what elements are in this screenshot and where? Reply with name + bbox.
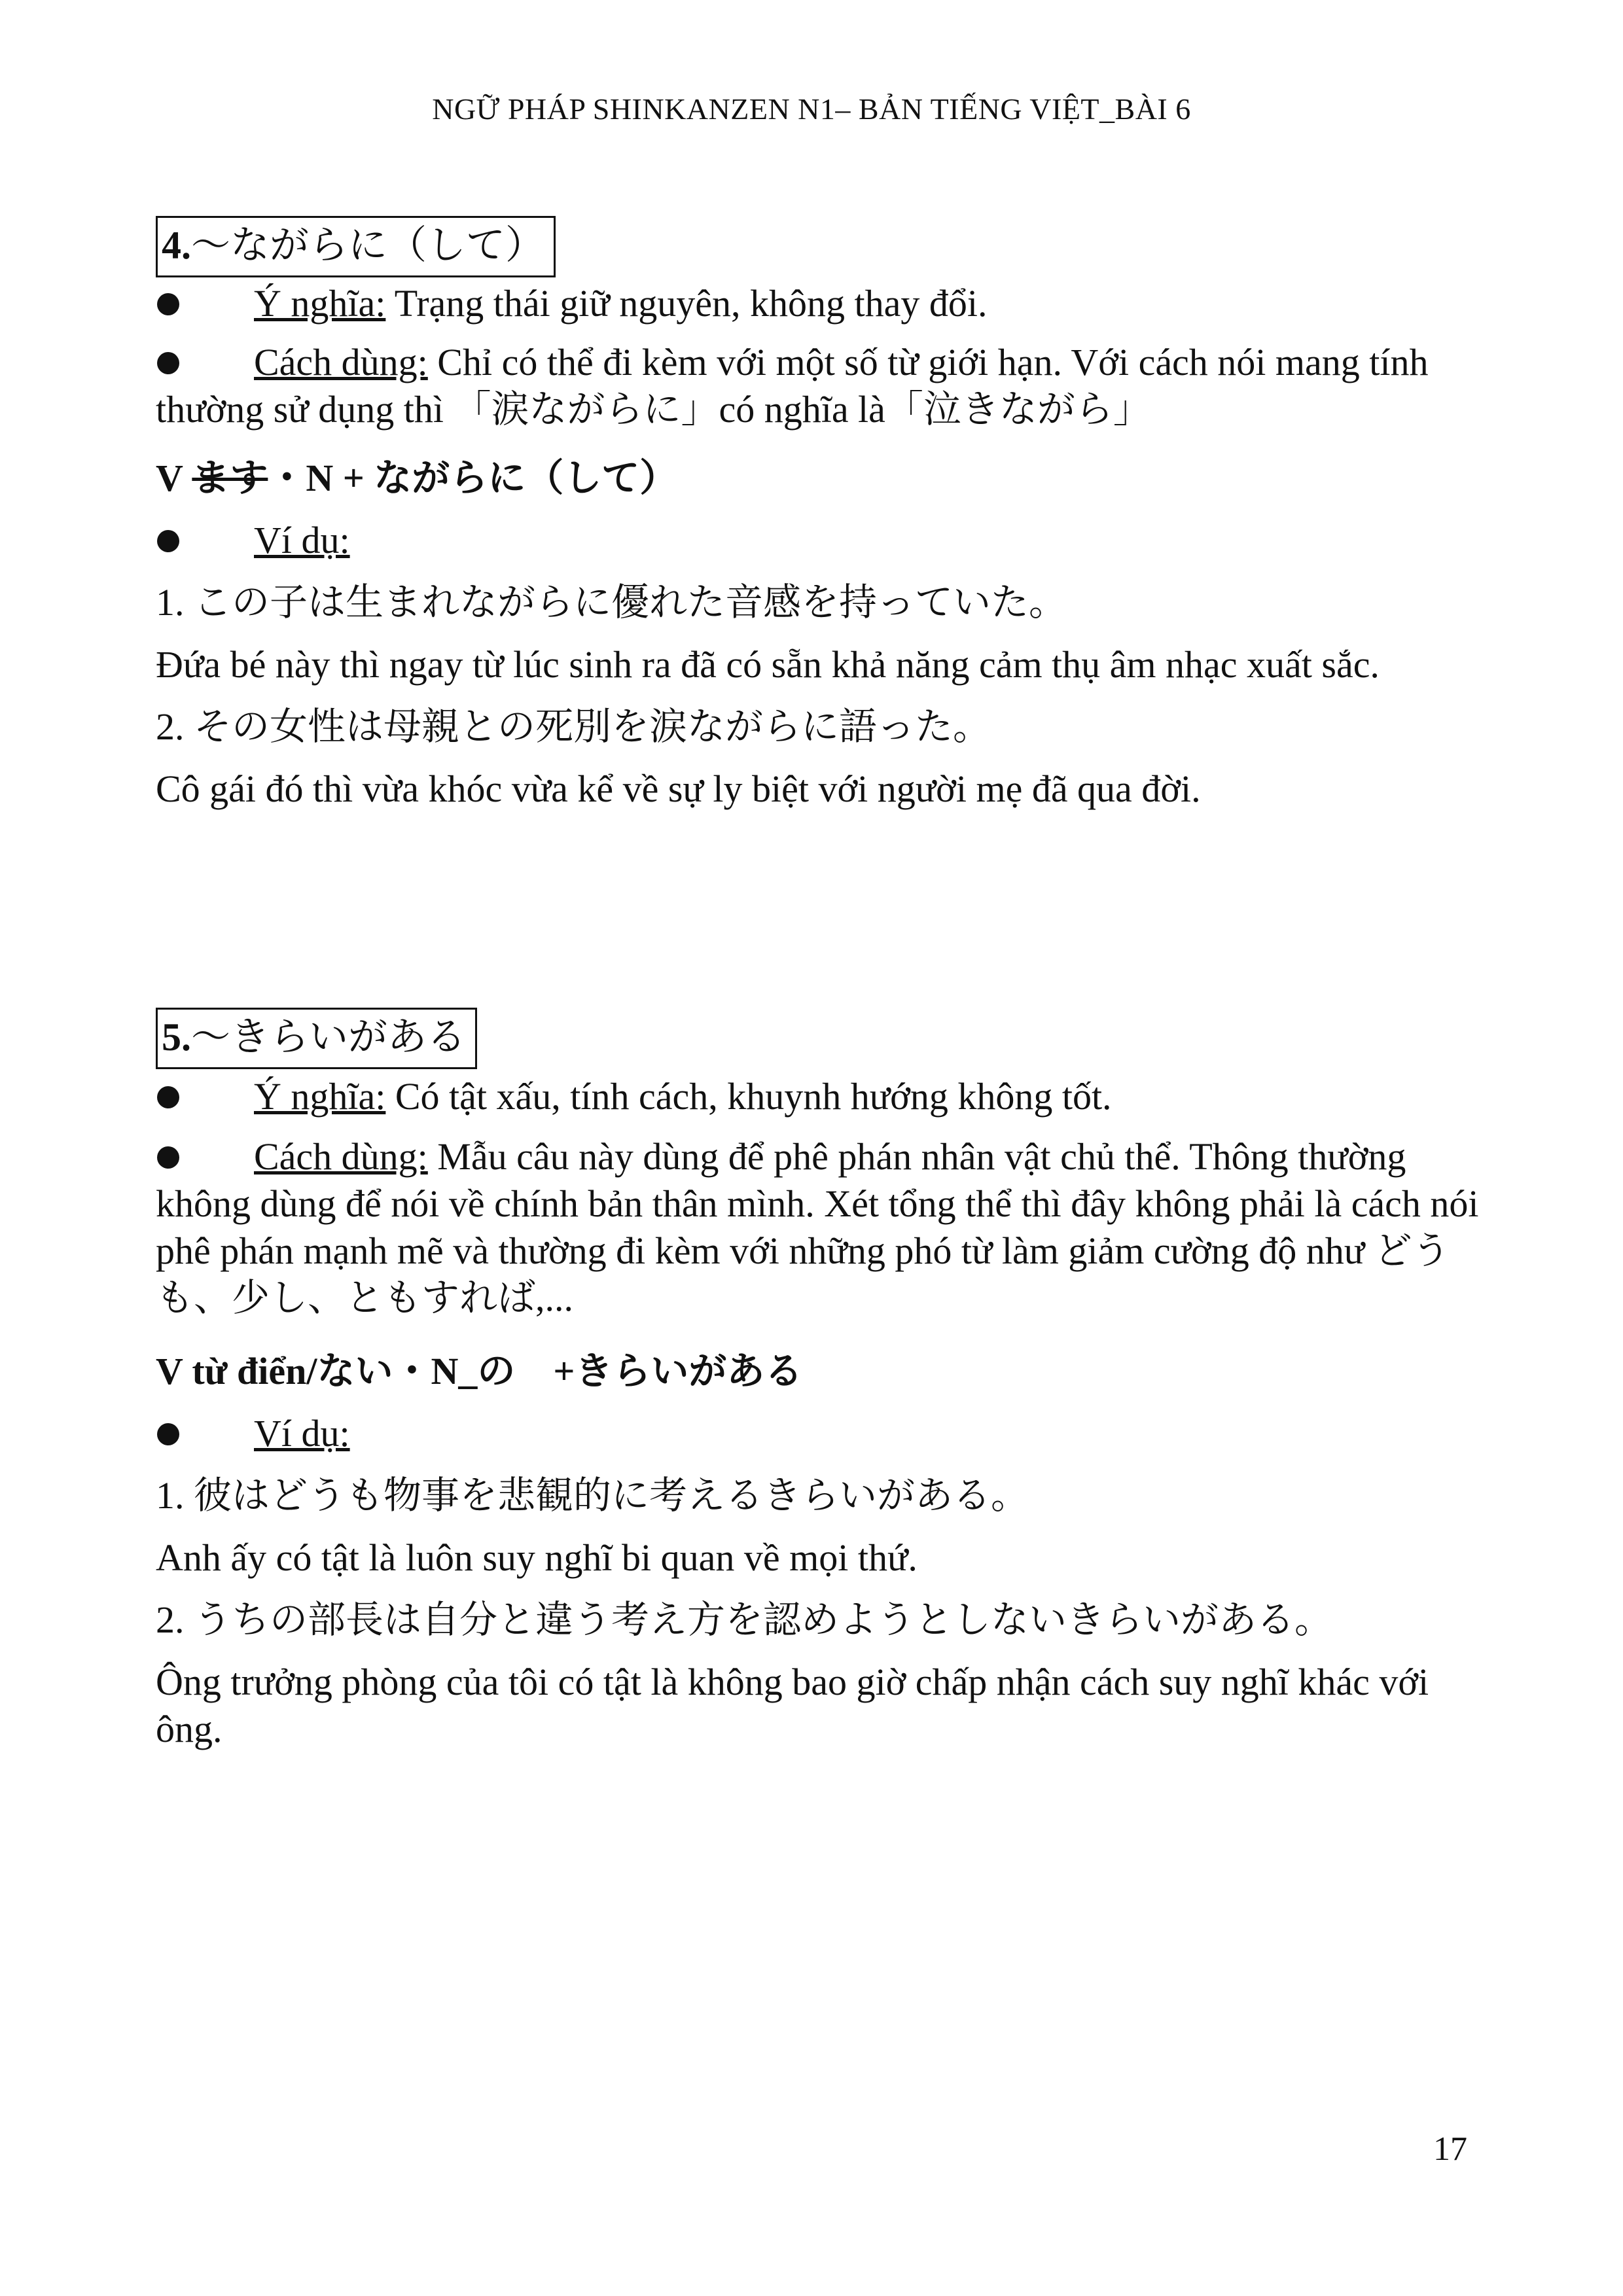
section-4-title bbox=[156, 216, 556, 277]
section-5-title bbox=[156, 1008, 477, 1069]
bullet-icon bbox=[157, 1086, 179, 1108]
bullet-icon bbox=[157, 1423, 179, 1445]
structure-suffix: ・N + ながらに（して） bbox=[268, 457, 678, 499]
meaning-text: Trạng thái giữ nguyên, không thay đổi. bbox=[385, 282, 988, 325]
section-number: 4. bbox=[162, 224, 191, 267]
structure-prefix: V bbox=[156, 457, 192, 499]
bullet-icon bbox=[157, 293, 179, 315]
example-vi: Cô gái đó thì vừa khóc vừa kể về sự ly biệt với người mẹ đã qua đời. bbox=[156, 768, 1201, 810]
structure-formula bbox=[156, 455, 1484, 502]
example-label: Ví dụ: bbox=[254, 519, 350, 561]
usage-text: Mẫu câu này dùng để phê phán nhân vật chủ thể. Thông thường không dùng để nói về chính bản thân mình. Xét tổng thể thì đây không phải là cách nói phê phán mạnh mẽ và thường đi kèm với những phó từ làm giảm cường độ như どうも、少し、ともすれば,... bbox=[156, 1135, 1479, 1319]
example-vi: Ông trưởng phòng của tôi có tật là không bao giờ chấp nhận cách suy nghĩ khác với ông. bbox=[156, 1661, 1429, 1750]
section-number: 5. bbox=[162, 1016, 191, 1059]
structure-struck: ます bbox=[192, 457, 268, 499]
example-vi: Anh ấy có tật là luôn suy nghĩ bi quan về mọi thứ. bbox=[156, 1536, 918, 1579]
example-heading bbox=[254, 517, 350, 564]
structure-formula: V từ điển/ない・N_の +きらいがある bbox=[156, 1350, 803, 1392]
section-heading: 〜ながらに（して） bbox=[191, 224, 544, 267]
meaning-line bbox=[254, 280, 988, 327]
usage-paragraph bbox=[156, 1133, 1484, 1322]
meaning-label: Ý nghĩa: bbox=[254, 1075, 386, 1118]
section-heading: 〜きらいがある bbox=[191, 1016, 466, 1059]
meaning-text: Có tật xấu, tính cách, khuynh hướng không tốt. bbox=[385, 1075, 1112, 1118]
meaning-label: Ý nghĩa: bbox=[254, 282, 386, 325]
page-header: NGỮ PHÁP SHINKANZEN N1– BẢN TIẾNG VIỆT_BÀI 6 bbox=[432, 92, 1191, 126]
meaning-line bbox=[254, 1073, 1112, 1120]
usage-label: Cách dùng: bbox=[254, 1135, 428, 1178]
example-jp: 2. その女性は母親との死別を涙ながらに語った。 bbox=[156, 705, 991, 748]
example-label: Ví dụ: bbox=[254, 1412, 350, 1455]
usage-paragraph bbox=[156, 339, 1484, 433]
example-vi: Đứa bé này thì ngay từ lúc sinh ra đã có sẵn khả năng cảm thụ âm nhạc xuất sắc. bbox=[156, 643, 1380, 686]
example-heading bbox=[254, 1410, 350, 1457]
usage-text: Chỉ có thể đi kèm với một số từ giới hạn. Với cách nói mang tính thường sử dụng thì 「涙ながらに」có nghĩa là「泣きながら」 bbox=[156, 341, 1429, 431]
page-number: 17 bbox=[1433, 2130, 1467, 2168]
example-jp: 2. うちの部長は自分と違う考え方を認めようとしないきらいがある。 bbox=[156, 1598, 1333, 1641]
example-jp: 1. この子は生まれながらに優れた音感を持っていた。 bbox=[156, 581, 1067, 624]
example-jp: 1. 彼はどうも物事を悲観的に考えるきらいがある。 bbox=[156, 1474, 1029, 1517]
usage-label: Cách dùng: bbox=[254, 341, 428, 383]
bullet-icon bbox=[157, 530, 179, 552]
